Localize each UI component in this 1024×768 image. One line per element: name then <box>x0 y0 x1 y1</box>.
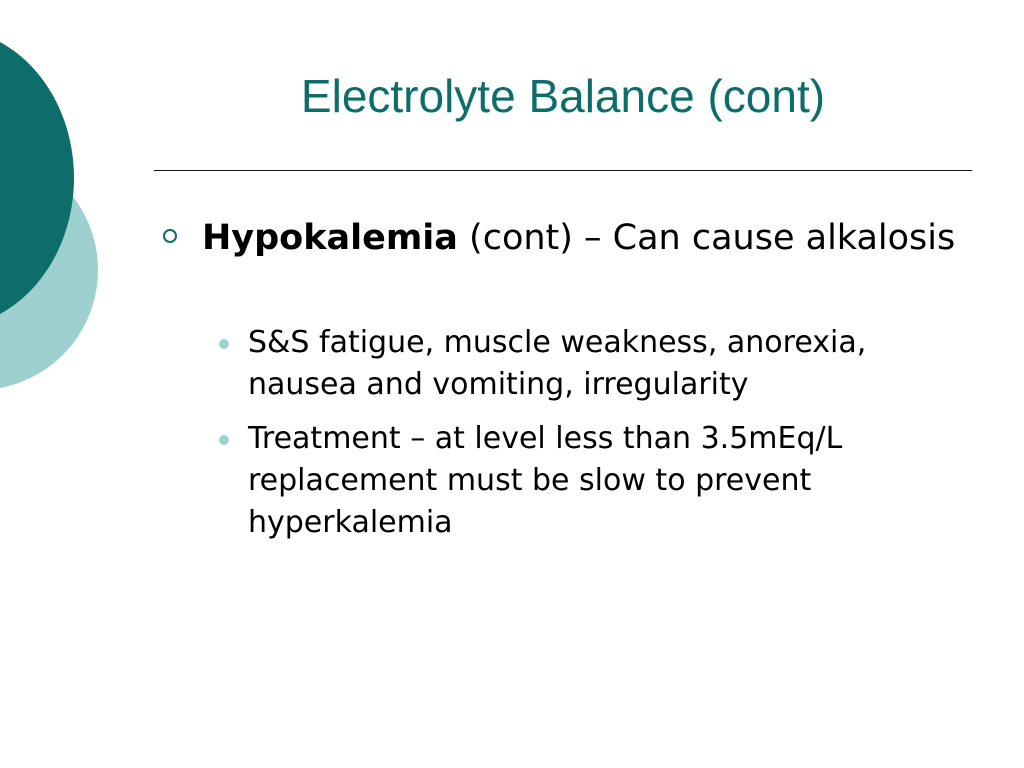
main-bullet <box>202 214 962 262</box>
bullet-text: (cont) – Can cause alkalosis <box>457 218 956 258</box>
filled-dot-icon <box>219 339 229 349</box>
title-divider <box>154 170 972 171</box>
hollow-circle-icon <box>163 229 177 243</box>
sub-bullet-text: S&S fatigue, muscle weakness, anorexia, nausea and vomiting, irregularity <box>248 325 867 402</box>
bullet-term: Hypokalemia <box>202 218 458 258</box>
slide-title: Electrolyte Balance (cont) <box>300 70 826 122</box>
sub-bullet-list <box>216 322 976 556</box>
sub-bullet-text: Treatment – at level less than 3.5mEq/L replacement must be slow to prevent hyperkalemia <box>248 421 843 540</box>
sub-bullet <box>216 322 976 406</box>
filled-dot-icon <box>219 435 229 445</box>
sub-bullet <box>216 418 976 544</box>
